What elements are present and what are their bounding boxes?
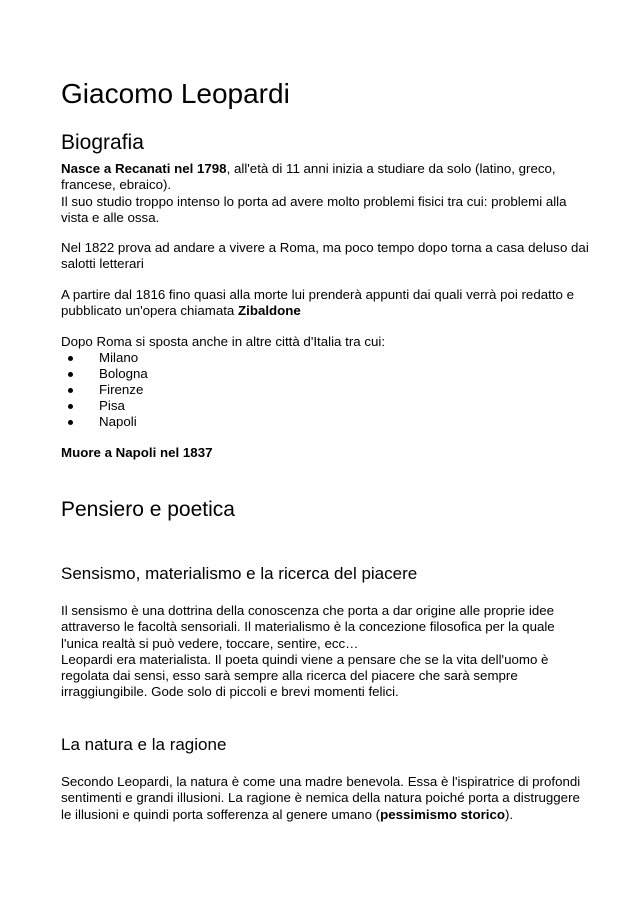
natura-end: ). (504, 806, 514, 822)
list-item-city: Milano (61, 350, 148, 366)
sensismo-paragraph (61, 603, 591, 701)
subsection-heading-sensismo: Sensismo, materialismo e la ricerca del piacere (61, 564, 418, 583)
sensismo-text: Il sensismo è una dottrina della conoscenza che porta a dar origine alle proprie idee attraverso le facoltà sensoriali. Il materialismo è la concezione filosofica per la quale l'unica realtà si può vedere, toccare, sentire, ecc… (61, 603, 555, 651)
list-item-city: Firenze (61, 382, 148, 398)
section-heading-pensiero: Pensiero e poetica (61, 498, 235, 521)
page-title: Giacomo Leopardi (61, 78, 290, 109)
list-item-city: Pisa (61, 398, 148, 414)
list-item-city: Bologna (61, 366, 148, 382)
bio-death-bold: Muore a Napoli nel 1837 (61, 445, 213, 460)
bio-paragraph-zibaldone (61, 287, 591, 320)
natura-text: Secondo Leopardi, la natura è come una madre benevola. Essa è l'ispiratrice di profondi sentimenti e grandi illusioni. La ragione è nemica della natura poiché porta a distruggere le illusioni e quindi porta sofferenza al genere umano ( (61, 774, 581, 822)
bio-health-line: Il suo studio troppo intenso lo porta ad avere molto problemi fisici tra cui: problemi alla vista e alle ossa. (61, 193, 567, 225)
cities-list (61, 350, 148, 430)
bio-paragraph-birth (61, 161, 591, 226)
subsection-heading-natura: La natura e la ragione (61, 735, 227, 754)
list-item-city: Napoli (61, 414, 148, 430)
bio-birth-rest: , all'età di 11 anni inizia a studiare da solo (latino, greco, francese, ebraico). (61, 161, 556, 193)
bio-zibaldone-text: A partire dal 1816 fino quasi alla morte lui prenderà appunti dai quali verrà poi redatto e pubblicato un'opera chiamata (61, 287, 574, 319)
materialismo-text: Leopardi era materialista. Il poeta quindi viene a pensare che se la vita dell'uomo è regolata dai sensi, esso sarà sempre alla ricerca del piacere che sarà sempre irraggiungibile. Gode solo di piccoli e brevi momenti felici. (61, 651, 549, 700)
bio-paragraph-roma: Nel 1822 prova ad andare a vivere a Roma, ma poco tempo dopo torna a casa deluso dai salotti letterari (61, 240, 589, 272)
natura-paragraph (61, 774, 591, 823)
bio-paragraph-cities-intro: Dopo Roma si sposta anche in altre città d'Italia tra cui: (61, 334, 386, 349)
bio-zibaldone-bold: Zibaldone (238, 303, 301, 319)
bio-birth-bold: Nasce a Recanati nel 1798 (61, 161, 227, 176)
bio-death (61, 445, 591, 461)
natura-bold: pessimismo storico (380, 806, 505, 822)
section-heading-biografia: Biografia (61, 131, 144, 154)
